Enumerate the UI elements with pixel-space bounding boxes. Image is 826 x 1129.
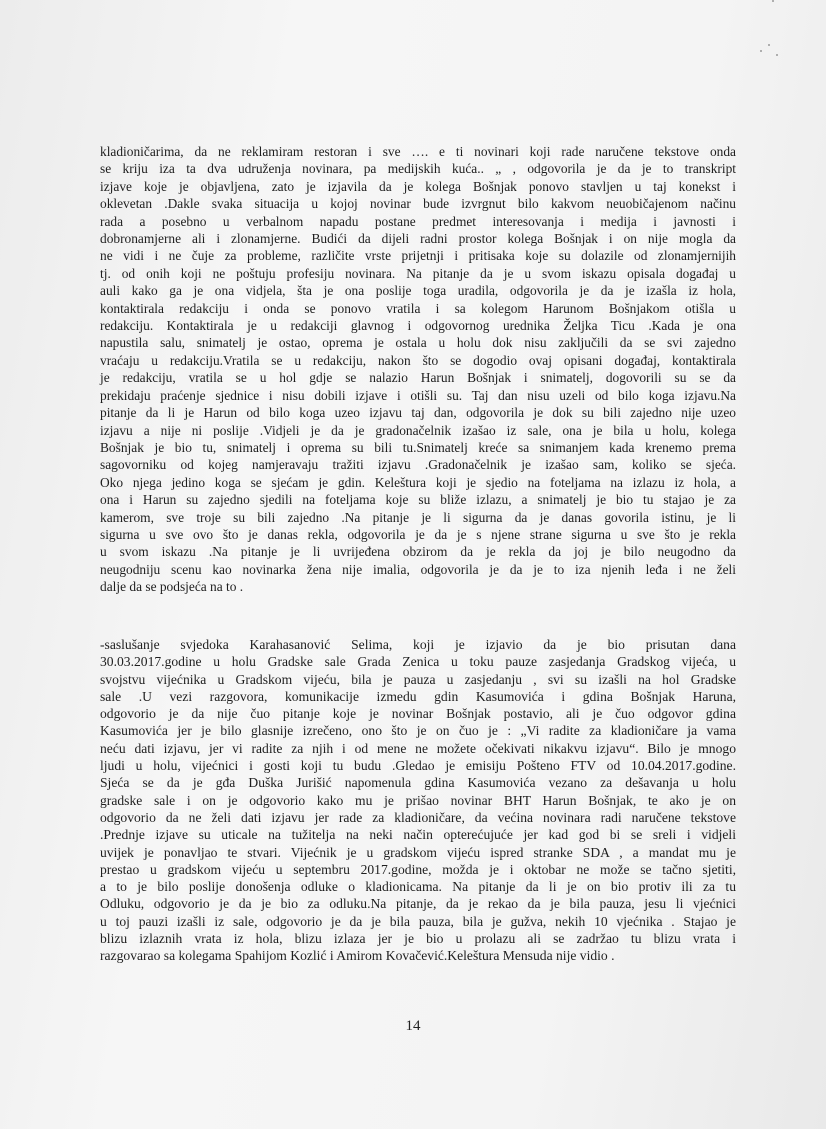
text-line: ona i Harun su zajedno sjedili na foteljama koje su bliže izlazu, a snimatelj je bio tu stajao je za: [100, 492, 736, 508]
text-line: odgovorio je da nije čuo pitanje koje je novinar Bošnjak postavio, ali je čuo odgovor gdina: [100, 706, 736, 722]
text-line: odgovorio da ne želi dati izjavu jer rade za kladioničare, da većina novinara radi naručene tekstove: [100, 809, 736, 825]
paragraph-testimony-continuation: [100, 143, 736, 596]
text-line: dalje da se podsjeća na to .: [100, 579, 244, 595]
text-line: a to je bilo poslije donošenja odluke o kladionicama. Na pitanje da li je on bio protiv ili za tu: [100, 879, 736, 895]
text-line: Oko njega jedino koga se sjećam je gdin. Keleštura koji je sjedio na foteljama na izlazu iz hola, a: [100, 474, 736, 490]
text-line: razgovarao sa kolegama Spahijom Kozlić i Amirom Kovačević.Keleštura Mensuda nije vidio .: [100, 948, 615, 964]
text-line: Sjeća se da je gđa Duška Jurišić napomenula gdina Kasumovića vezano za dešavanja u holu: [100, 775, 736, 791]
text-line: pitanje da li je Harun od bilo koga uzeo izjavu taj dan, odgovorila je dok su bili zajedno nije uzeo: [100, 405, 736, 421]
text-line: oklevetan .Dakle svaka situacija u kojoj novinar bude izvrgnut bilo kakvom neuobičajenom načinu: [100, 196, 736, 212]
text-line: kamerom, sve troje su bili zajedno .Na pitanje je li sigurna da je danas govorila istinu, je li: [100, 509, 736, 525]
text-line: u toj pauzi izašli iz sale, odgovorio je da je bila pauza, bila je gužva, nekih 10 vjećnika . Stajao je: [100, 913, 736, 929]
text-line: napustila salu, snimatelj je ostao, oprema je ostala u holu dok nisu zaključili da se svi zajedno: [100, 335, 736, 351]
text-line: -saslušanje svjedoka Karahasanović Selima, koji je izjavio da je bio prisutan dana: [100, 637, 736, 652]
text-line: uvijek je ponavljao te stvari. Vijećnik je u gradskom vijeću ispred stranke SDA , a mandat mu je: [100, 844, 736, 860]
text-line: tj. od onih koji ne poštuju profesiju novinara. Na pitanje da je u svom iskazu opisala događaj u: [100, 265, 736, 281]
text-line: redakciju. Kontaktirala je u redakciji glavnog i odgovornog urednika Željka Ticu .Kada je ona: [100, 318, 736, 334]
text-line: neću dati izjavu, jer vi radite za njih i od mene ne možete očekivati nikakvu izjavu“. Bilo je mnogo: [100, 740, 736, 756]
text-line: Bošnjak je bio tu, snimatelj i oprema su bili tu.Snimatelj kreće sa snimanjem kada krenemo prema: [100, 439, 736, 455]
text-line: izjavu a nije ni poslije .Vidjeli je da je gradonačelnik izašao iz sale, ona je bila u holu, kolega: [100, 422, 736, 438]
text-line: neugodniju scenu kao novinarka žena nije imalia, odgovorila je da je to iza njenih leđa i ne želi: [100, 561, 736, 577]
text-line: prekidaju praćenje sjednice i nisu dobili izjave i otišli su. Taj dan nisu uzeli od bilo koga izjavu.Na: [100, 387, 736, 403]
text-line: je redakciju, vratila se u hol gdje se nalazio Harun Bošnjak i snimatelj, dogovorili su se da: [100, 370, 736, 386]
text-line: ljudi u holu, vijećnici i gosti koji tu budu .Gledao je emisiju Pošteno FTV od 10.04.2017.godine.: [100, 758, 736, 774]
text-line: se kriju iza ta dva udruženja novinara, pa medijskih kuća.. „ , odgovorila je da je to transkript: [100, 161, 736, 177]
text-line: Odluku, odgovorio je da je bio za odluku.Na pitanje, da je rekao da je bila pauza, jesu li vjećnici: [100, 896, 736, 912]
text-line: sigurna u sve ovo što je danas rekla, odgovorila je da je s njene strane sigurna u sve što je rekla: [100, 526, 736, 542]
text-line: kladioničarima, da ne reklamiram restoran i sve …. e ti novinari koji rade naručene tekstove onda: [100, 144, 736, 159]
text-line: sagovorniku od kojeg namjeravaju tražiti izjavu .Gradonačelnik je izašao sam, koliko se sjeća.: [100, 457, 736, 473]
text-line: izjave koje je objavljena, zato je izjavila da je kolega Bošnjak ponovo stavljen u taj konekst i: [100, 178, 736, 194]
text-line: sale .U vezi razgovora, komunikacije izmedu gdin Kasumovića i gdina Bošnjak Haruna,: [100, 688, 736, 704]
text-line: auli kako ga je ona vidjela, šta je ona poslije toga uradila, odgovorila je da je izašla iz hola,: [100, 283, 736, 299]
text-line: vraćaju u redakciju.Vratila se u redakciju, nakon što se dogodio ovaj opisani događaj, kontaktirala: [100, 352, 736, 368]
text-line: blizu izlaznih vrata iz hola, blizu izlaza jer je bio u prolazu ali se zadržao tu blizu vrata i: [100, 931, 736, 947]
text-line: gradske sale i on je odgovorio kako mu je prišao novinar BHT Harun Bošnjak, te ako je on: [100, 792, 736, 808]
text-line: .Prednje izjave su uticale na tužitelja na neki način opterećujuće jer kad god bi se sreli i vidjeli: [100, 827, 736, 843]
text-line: Kasumovića jer je bilo glasnije izrečeno, ono što je on čuo je : „Vi radite za kladioničare ja vama: [100, 723, 736, 739]
text-line: dobronamjerne ali i zlonamjerne. Budići da dijeli radni prostor kolega Bošnjak i on nije mogla da: [100, 231, 736, 247]
text-line: u svom iskazu .Na pitanje je li uvrijeđena obzirom da je rekla da joj je bilo neugodno da: [100, 544, 736, 560]
text-line: svojstvu vijećnika u Gradskom vijeću, bila je pauza u zasjedanju , svi su izašli na hol Gradske: [100, 671, 736, 687]
text-line: prestao u gradskom vijeću u septembru 2017.godine, možda je i oktobar ne može se tačno sjetiti,: [100, 861, 736, 877]
paragraph-witness-karahasanovic: [100, 636, 736, 965]
text-line: rada a posebno u verbalnom napadu postane predmet interesovanja i medija i javnosti i: [100, 213, 736, 229]
text-line: ne vidi i ne čuje za probleme, različite vrste prijetnji i pritisaka koje su dolazile od zlonamjernijih: [100, 248, 736, 264]
text-line: kontaktirala redakciju i onda se ponovo vratila i sa kolegom Harunom Bošnjakom otišla u: [100, 300, 736, 316]
text-line: 30.03.2017.godine u holu Gradske sale Grada Zenica u toku pauze zasjedanja Gradskog vijeća, u: [100, 654, 736, 670]
page-number: 14: [405, 1018, 421, 1034]
